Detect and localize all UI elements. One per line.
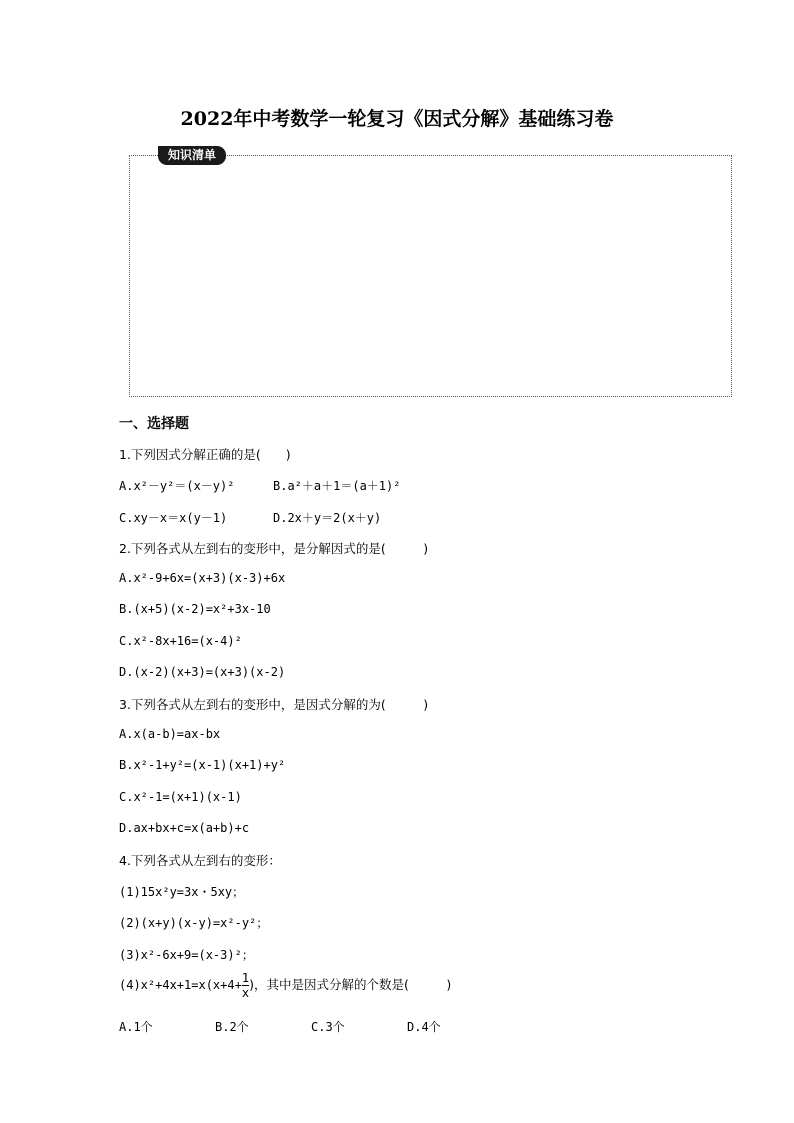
- q4-option-a: A.1个: [119, 1020, 153, 1034]
- q2-option-b: B.(x+5)(x-2)=x²+3x-10: [119, 602, 271, 616]
- q1-stem: 1.下列因式分解正确的是( ): [119, 447, 291, 462]
- q4-item-4-prefix: (4)x²+4x+1=x(x+4+: [119, 978, 242, 992]
- fraction-numerator: 1: [241, 971, 250, 985]
- q4-item-4: [119, 972, 451, 999]
- q2-option-c: C.x²-8x+16=(x-4)²: [119, 634, 242, 648]
- section-title: 一、选择题: [119, 416, 189, 432]
- q1-option-a: A.x²－y²＝(x－y)²: [119, 479, 235, 493]
- knowledge-tag: 知识清单: [158, 146, 226, 165]
- q2-stem: 2.下列各式从左到右的变形中，是分解因式的是( ): [119, 541, 429, 556]
- q3-option-c: C.x²-1=(x+1)(x-1): [119, 790, 242, 804]
- q4-option-b: B.2个: [215, 1020, 249, 1034]
- q3-stem: 3.下列各式从左到右的变形中，是因式分解的为( ): [119, 697, 429, 712]
- q3-option-b: B.x²-1+y²=(x-1)(x+1)+y²: [119, 758, 286, 772]
- q3-option-a: A.x(a-b)=ax-bx: [119, 727, 221, 741]
- q1-options-row2: [119, 509, 382, 526]
- q4-item-1: (1)15x²y=3x・5xy；: [119, 885, 245, 899]
- q4-item-2: (2)(x+y)(x-y)=x²-y²；: [119, 916, 269, 930]
- q1-option-b: B.a²＋a＋1＝(a＋1)²: [273, 479, 401, 493]
- fraction-denominator: x: [241, 986, 250, 1000]
- q1-option-c: C.xy－x＝x(y－1): [119, 511, 228, 525]
- q4-item-4-suffix: )，其中是因式分解的个数是( ): [249, 977, 452, 992]
- fraction: [242, 972, 249, 999]
- q1-options-row1: [119, 477, 401, 494]
- knowledge-box: [129, 155, 732, 397]
- q1-option-d: D.2x＋y＝2(x＋y): [273, 511, 382, 525]
- q2-option-d: D.(x-2)(x+3)=(x+3)(x-2): [119, 665, 286, 679]
- q2-option-a: A.x²-9+6x=(x+3)(x-3)+6x: [119, 571, 286, 585]
- q4-stem: 4.下列各式从左到右的变形：: [119, 853, 281, 868]
- page-title: 2022年中考数学一轮复习《因式分解》基础练习卷: [180, 108, 614, 130]
- q4-option-d: D.4个: [407, 1020, 441, 1034]
- q4-options: [119, 1018, 503, 1035]
- q4-option-c: C.3个: [311, 1020, 345, 1034]
- q3-option-d: D.ax+bx+c=x(a+b)+c: [119, 821, 250, 835]
- q4-item-3: (3)x²-6x+9=(x-3)²；: [119, 948, 254, 962]
